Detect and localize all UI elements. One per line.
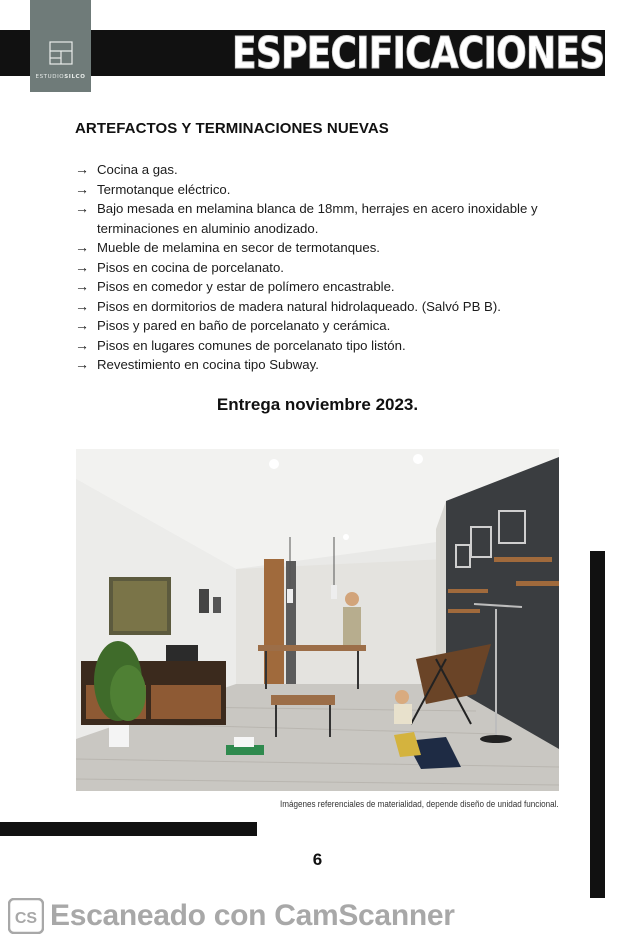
studio-logo-text: ESTUDIOSILCO xyxy=(35,74,86,80)
arrow-right-icon: → xyxy=(75,356,89,372)
list-item: → Mueble de melamina en secor de termotanques. xyxy=(75,238,575,258)
camscanner-watermark xyxy=(8,896,455,936)
studio-logo xyxy=(30,0,91,92)
list-item: → Pisos y pared en baño de porcelanato y cerámica. xyxy=(75,316,575,336)
arrow-right-icon: → xyxy=(75,161,89,177)
list-item: → Cocina a gas. xyxy=(75,160,575,180)
list-item: → Pisos en comedor y estar de polímero encastrable. xyxy=(75,277,575,297)
arrow-right-icon: → xyxy=(75,336,89,353)
list-item: → Pisos en lugares comunes de porcelanato tipo listón. xyxy=(75,336,575,356)
list-item: → Revestimiento en cocina tipo Subway. xyxy=(75,355,575,375)
camscanner-logo-icon xyxy=(8,898,44,934)
footer-band xyxy=(0,822,257,836)
page-title: ESPECIFICACIONES xyxy=(232,28,605,79)
delivery-date: Entrega noviembre 2023. xyxy=(216,395,419,414)
watermark-text: Escaneado con CamScanner xyxy=(50,899,455,932)
section-title: ARTEFACTOS Y TERMINACIONES NUEVAS xyxy=(75,120,389,137)
arrow-right-icon: → xyxy=(75,297,89,314)
spec-list xyxy=(75,160,575,375)
side-band xyxy=(590,551,605,898)
arrow-right-icon: → xyxy=(75,258,89,275)
image-caption: Imágenes referenciales de materialidad, depende diseño de unidad funcional. xyxy=(280,799,559,809)
page-number: 6 xyxy=(312,850,323,869)
arrow-right-icon: → xyxy=(75,239,89,255)
svg-text:CS: CS xyxy=(14,910,38,927)
arrow-right-icon: → xyxy=(75,278,89,294)
list-item: → Pisos en cocina de porcelanato. xyxy=(75,258,575,278)
arrow-right-icon: → xyxy=(75,180,89,197)
list-item: → Bajo mesada en melamina blanca de 18mm, herrajes en acero inoxidable y terminaciones en aluminio anodizado. xyxy=(75,200,538,236)
list-item: → Pisos en dormitorios de madera natural hidrolaqueado. (Salvó PB B). xyxy=(75,297,575,317)
interior-render-image xyxy=(76,449,559,791)
list-item: → Termotanque eléctrico. xyxy=(75,180,575,200)
interior-render-illustration xyxy=(76,449,559,791)
studio-logo-icon xyxy=(48,40,74,66)
arrow-right-icon: → xyxy=(75,317,89,333)
arrow-right-icon: → xyxy=(75,200,89,216)
